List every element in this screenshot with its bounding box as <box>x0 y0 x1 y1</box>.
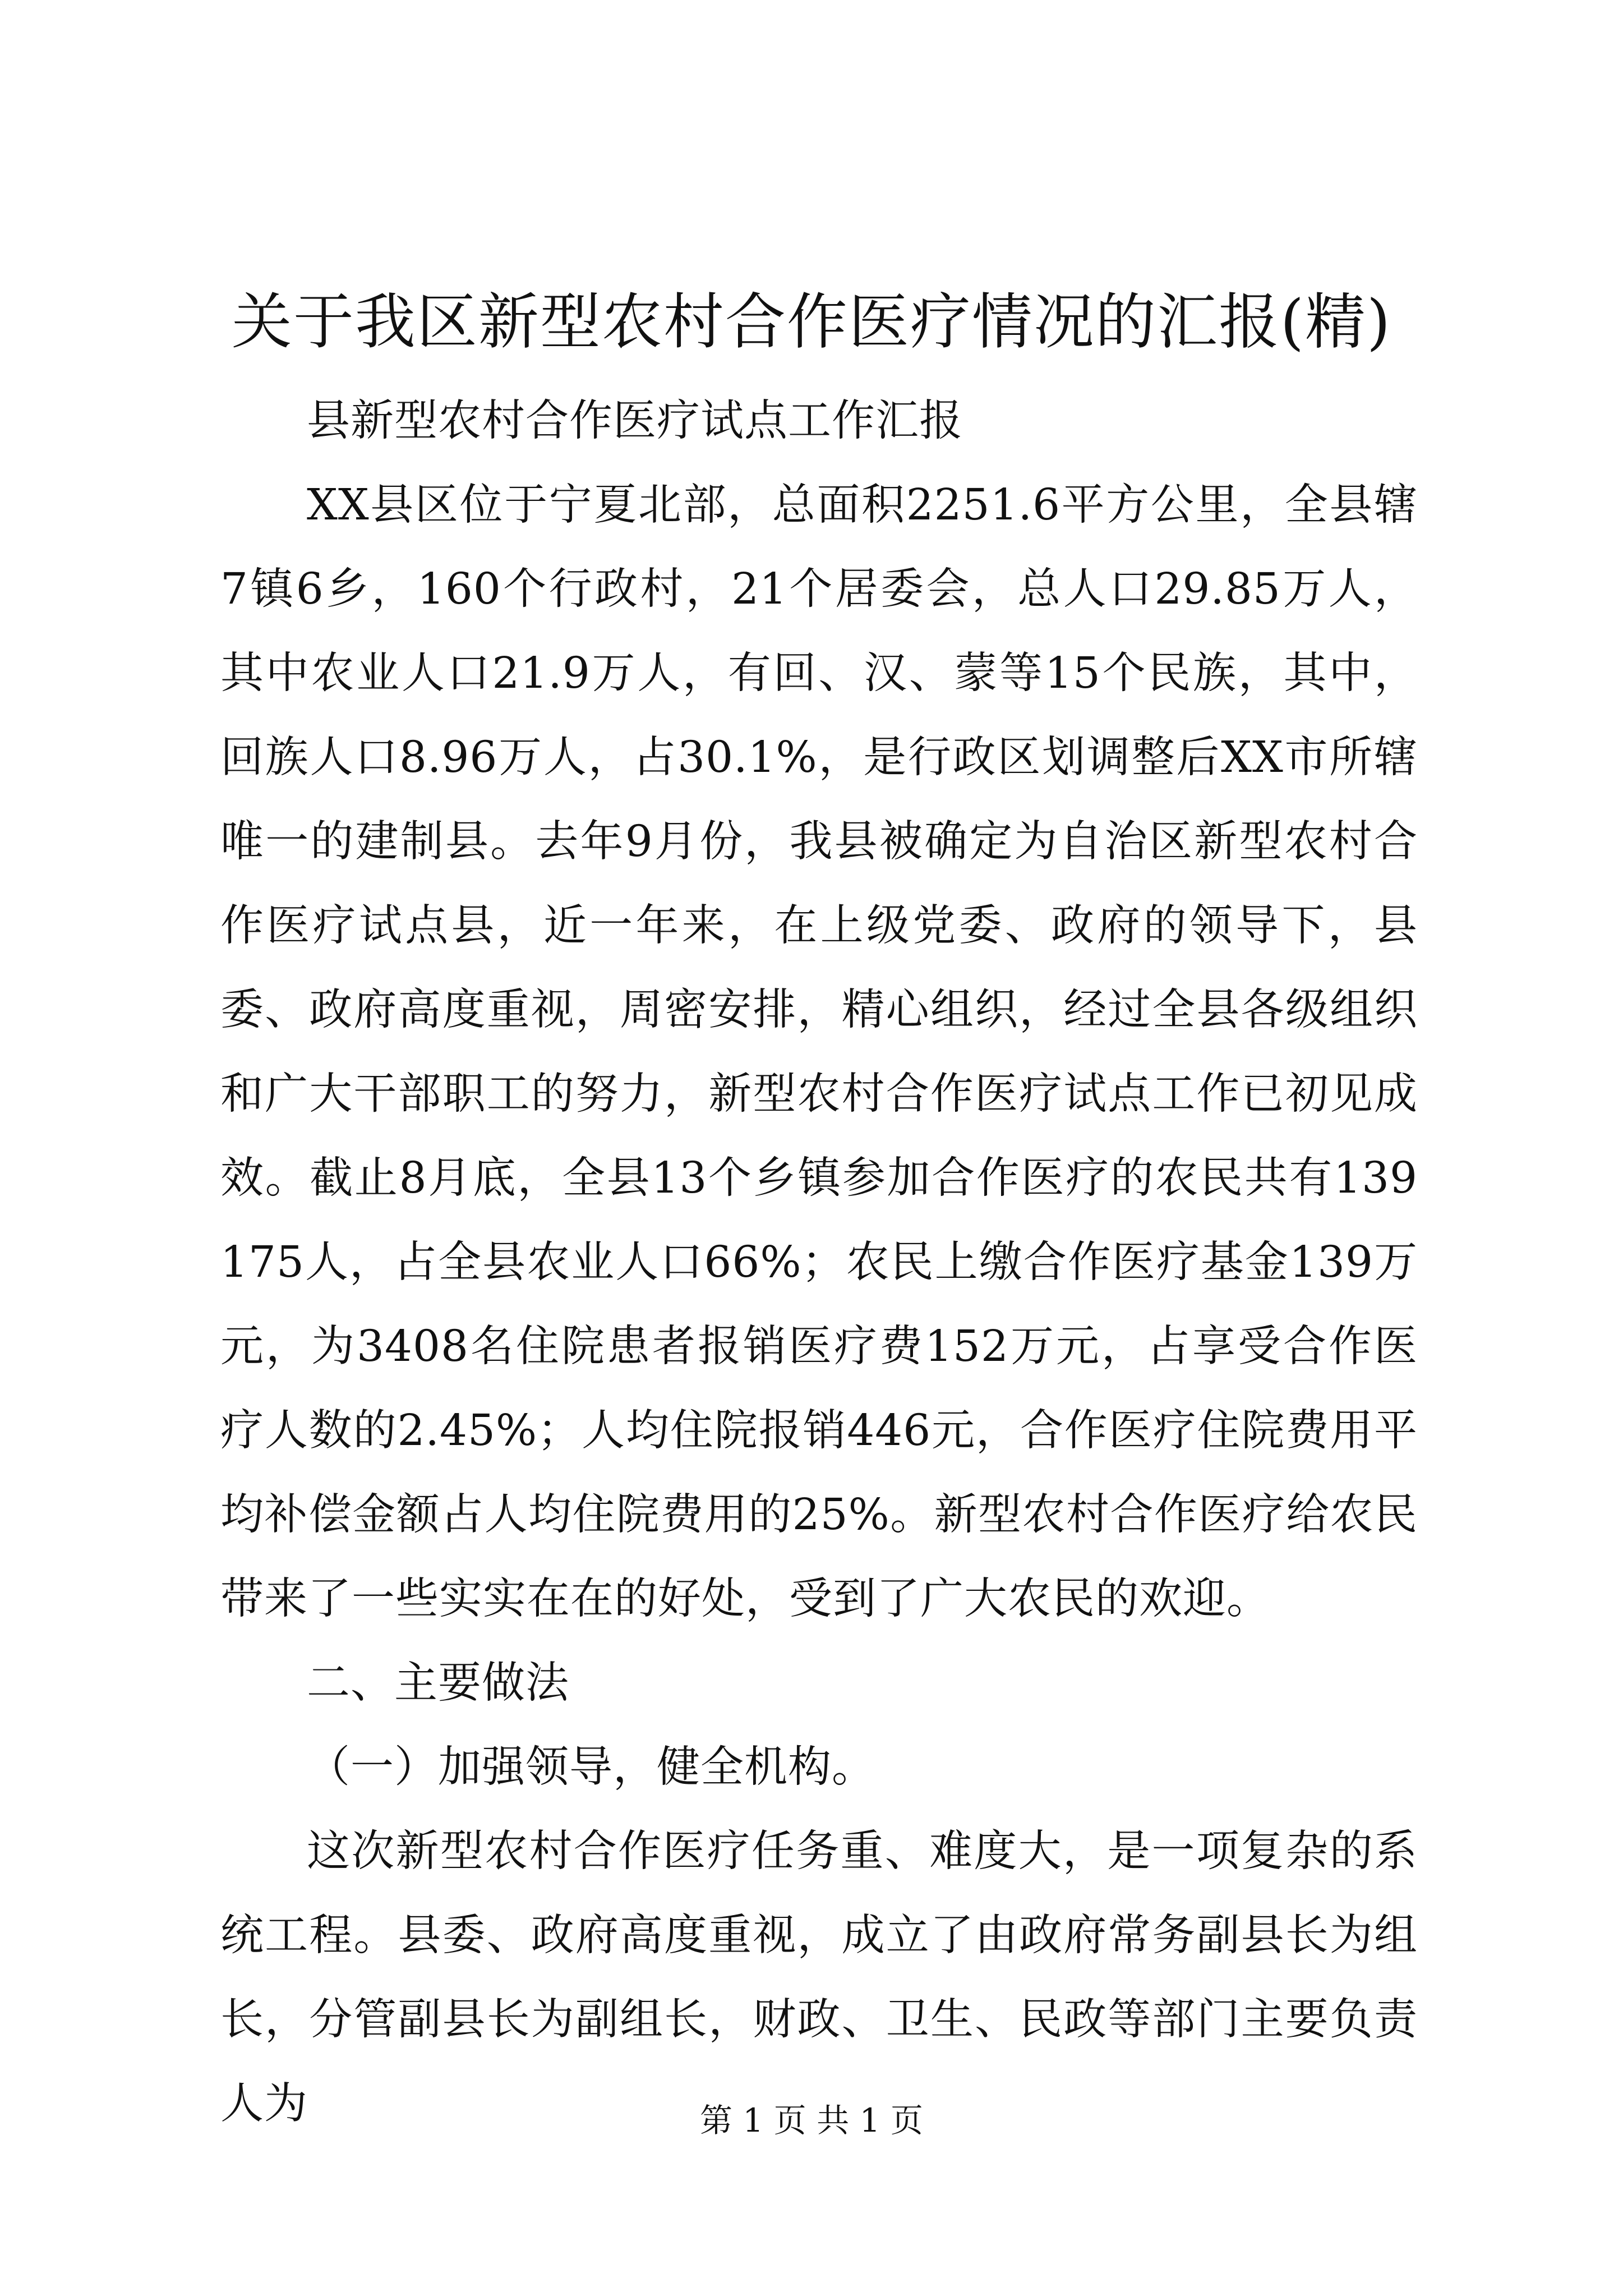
subsection-heading-leadership: （一）加强领导，健全机构。 <box>307 1742 875 1792</box>
report-subtitle: 县新型农村合作医疗试点工作汇报 <box>307 396 963 446</box>
page-number-footer: 第 1 页 共 1 页 <box>700 2101 923 2139</box>
document-title: 关于我区新型农村合作医疗情况的汇报(精) <box>231 287 1392 357</box>
document-body <box>220 379 1418 2146</box>
leadership-paragraph: 这次新型农村合作医疗任务重、难度大，是一项复杂的系统工程。县委、政府高度重视，成立了由政府常务副县长为组长，分管副县长为副组长，财政、卫生、民政等部门主要负责人为 <box>220 1826 1418 2129</box>
section-heading-main-methods: 二、主要做法 <box>307 1658 569 1708</box>
intro-paragraph: XX县区位于宁夏北部，总面积2251.6平方公里，全县辖7镇6乡，160个行政村，21个居委会，总人口29.85万人，其中农业人口21.9万人，有回、汉、蒙等15个民族，其中，回族人口8.96万人，占30.1%，是行政区划调整后XX市所辖唯一的建制县。去年9月份，我县被确定为自治区新型农村合作医疗试点县，近一年来，在上级党委、政府的领导下，县委、政府高度重视，周密安排，精心组织，经过全县各级组织和广大干部职工的努力，新型农村合作医疗试点工作已初见成效。截止8月底，全县13个乡镇参加合作医疗的农民共有139175人，占全县农业人口66%；农民上缴合作医疗基金139万元，为3408名住院患者报销医疗费152万元，占享受合作医疗人数的2.45%；人均住院报销446元，合作医疗住院费用平均补偿金额占人均住院费用的25%。新型农村合作医疗给农民带来了一些实实在在的好处，受到了广大农民的欢迎。 <box>220 480 1418 1624</box>
